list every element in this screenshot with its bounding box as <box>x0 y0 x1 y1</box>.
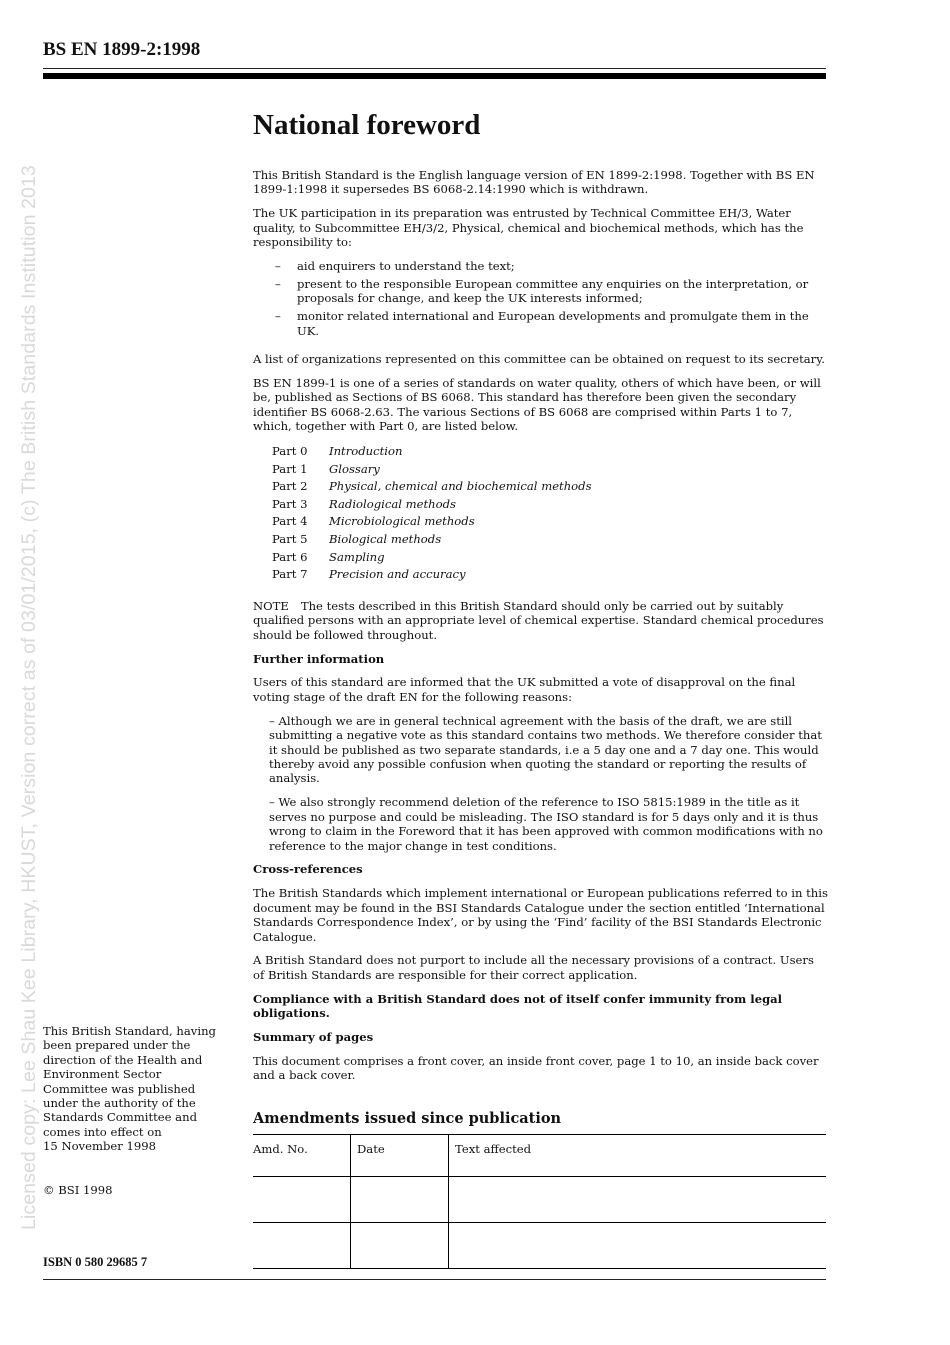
list-item-text: monitor related international and European developments and promulgate them in the UK. <box>297 309 809 338</box>
list-item <box>272 531 828 549</box>
license-watermark: Licensed copy: Lee Shau Kee Library, HKUST, Version correct as of 03/01/2015, (c) The British Standards Institution 2013 <box>18 165 40 1230</box>
list-item: – present to the responsible European committee any enquiries on the interpretation, or proposals for change, and keep the UK interests informed; <box>275 276 809 306</box>
note-paragraph <box>253 599 828 642</box>
table-row <box>253 1177 826 1223</box>
series-paragraph: BS EN 1899-1 is one of a series of standards on water quality, others of which have been, or will be, published as Sections of BS 6068. This standard has therefore been given the secondary identifier BS 6068-2.63. The various Sections of BS 6068 are comprised within Parts 1 to 7, which, together with Part 0, are listed below. <box>253 375 821 434</box>
amendments-heading: Amendments issued since publication <box>253 1110 562 1127</box>
participation-paragraph: The UK participation in its preparation was entrusted by Technical Committee EH/3, Water quality, to Subcommittee EH/3/2, Physical, chemical and biochemical methods, which has the responsibility to: <box>253 206 804 250</box>
table-row <box>253 1223 826 1269</box>
part-name: Microbiological methods <box>329 514 475 529</box>
list-item <box>272 443 828 461</box>
list-item-text: aid enquirers to understand the text; <box>297 259 515 274</box>
table-cell <box>351 1177 449 1223</box>
cross-references-heading: Cross-references <box>253 862 363 877</box>
cross-references-paragraph: The British Standards which implement international or European publications referred to in this document may be found in the BSI Standards Catalogue under the section entitled ‘International Standards Correspondence Index’, or by using the ‘Find’ facility of the BSI Standards Electronic Catalogue. <box>253 886 828 944</box>
table-cell <box>253 1177 351 1223</box>
list-item <box>272 461 828 479</box>
amendments-table <box>253 1134 826 1269</box>
column-header-text-affected: Text affected <box>449 1135 827 1177</box>
part-number: Part 0 <box>272 444 308 459</box>
table-header-row <box>253 1135 826 1177</box>
responsibilities-list <box>253 259 828 338</box>
column-header-date: Date <box>351 1135 449 1177</box>
column-header-amd-no: Amd. No. <box>253 1135 351 1177</box>
part-name: Physical, chemical and biochemical methods <box>329 479 592 494</box>
publication-note-text: This British Standard, having been prepared under the direction of the Health and Environment Sector Committee was published under the authority of the Standards Committee and comes into effect on <box>43 1024 216 1139</box>
table-cell <box>449 1223 827 1269</box>
amendments-section <box>253 1110 826 1269</box>
list-item-text: present to the responsible European committee any enquiries on the interpretation, or proposals for change, and keep the UK interests informed; <box>297 276 809 306</box>
part-number: Part 6 <box>272 549 308 564</box>
part-number: Part 3 <box>272 496 308 511</box>
header-thin-rule <box>43 68 826 69</box>
part-number: Part 1 <box>272 461 308 476</box>
effective-date: 15 November 1998 <box>43 1139 156 1154</box>
isbn: ISBN 0 580 29685 7 <box>43 1255 148 1269</box>
table-cell <box>449 1177 827 1223</box>
note-label: NOTE <box>253 598 289 613</box>
page-title: National foreword <box>253 109 481 141</box>
list-item <box>272 549 828 567</box>
part-name: Precision and accuracy <box>329 567 466 582</box>
further-information-heading: Further information <box>253 651 385 666</box>
reason-paragraph: – We also strongly recommend deletion of the reference to ISO 5815:1989 in the title as it serves no purpose and could be misleading. The ISO standard is for 5 days only and it is thus wrong to claim in the Foreword that it has been approved with common modifications with no reference to the major change in test conditions. <box>269 795 823 853</box>
publication-note <box>43 1024 228 1154</box>
list-item: – monitor related international and European developments and promulgate them in the UK. <box>275 309 809 338</box>
reason-paragraph: – Although we are in general technical agreement with the basis of the draft, we are still submitting a negative vote as this standard contains two methods. We therefore consider that it should be published as two separate standards, i.e a 5 day one and a 7 day one. This would thereby avoid any possible confusion when quoting the standard or reporting the results of analysis. <box>269 713 822 786</box>
contract-paragraph: A British Standard does not purport to include all the necessary provisions of a contract. Users of British Standards are responsible for their correct application. <box>253 953 814 982</box>
document-identifier: BS EN 1899-2:1998 <box>43 39 201 60</box>
summary-of-pages-paragraph: This document comprises a front cover, an inside front cover, page 1 to 10, an inside back cover and a back cover. <box>253 1054 819 1083</box>
main-content <box>253 108 828 1092</box>
list-item <box>272 513 828 531</box>
intro-paragraph: This British Standard is the English language version of EN 1899-2:1998. Together with BS EN 1899-1:1998 it supersedes BS 6068-2.14:1990 which is withdrawn. <box>253 168 815 197</box>
part-name: Introduction <box>329 444 403 459</box>
table-cell <box>351 1223 449 1269</box>
list-item <box>272 478 828 496</box>
compliance-paragraph: Compliance with a British Standard does not of itself confer immunity from legal obligations. <box>253 991 783 1021</box>
part-name: Glossary <box>329 461 380 476</box>
parts-list <box>272 443 828 584</box>
part-name: Biological methods <box>329 532 442 547</box>
note-text: The tests described in this British Standard should only be carried out by suitably qualified persons with an appropriate level of chemical expertise. Standard chemical procedures should be followed throughout. <box>253 598 824 642</box>
summary-of-pages-heading: Summary of pages <box>253 1030 374 1045</box>
committee-list-paragraph: A list of organizations represented on this committee can be obtained on request to its secretary. <box>253 352 825 367</box>
header-thick-rule <box>43 73 826 79</box>
part-number: Part 7 <box>272 567 308 582</box>
further-information-paragraph: Users of this standard are informed that the UK submitted a vote of disapproval on the final voting stage of the draft EN for the following reasons: <box>253 675 796 704</box>
list-item <box>272 566 828 584</box>
part-name: Radiological methods <box>329 496 456 511</box>
part-name: Sampling <box>329 549 385 564</box>
list-item: – aid enquirers to understand the text; <box>275 259 515 274</box>
table-cell <box>253 1223 351 1269</box>
part-number: Part 2 <box>272 479 308 494</box>
part-number: Part 5 <box>272 532 308 547</box>
part-number: Part 4 <box>272 514 308 529</box>
copyright-notice: © BSI 1998 <box>43 1183 113 1197</box>
footer-rule <box>43 1279 826 1280</box>
list-item <box>272 496 828 514</box>
